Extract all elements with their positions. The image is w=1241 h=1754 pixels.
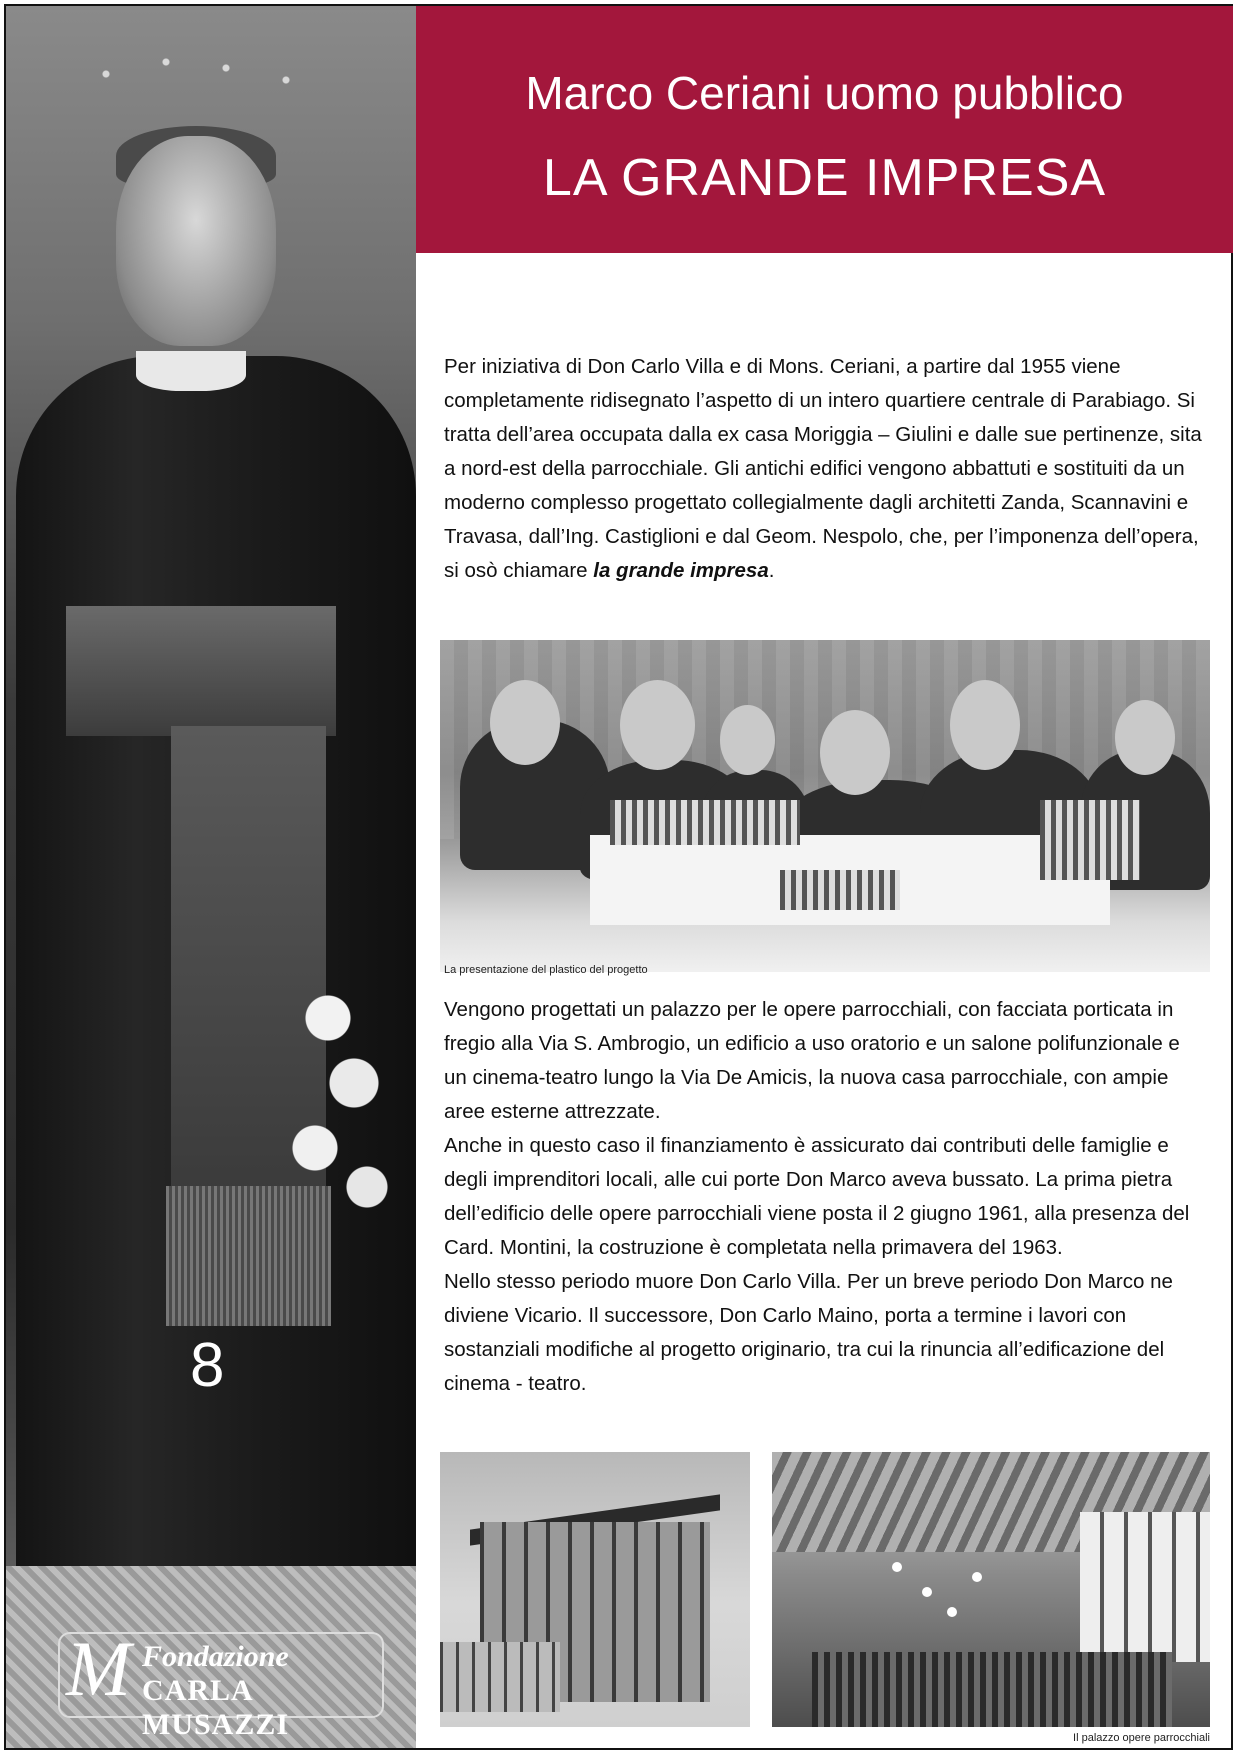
model-photo-caption: La presentazione del plastico del progetto <box>444 964 648 976</box>
hall-lamp <box>947 1607 957 1617</box>
page-number: 8 <box>190 1331 225 1400</box>
page-subtitle: Marco Ceriani uomo pubblico <box>525 67 1124 119</box>
hall-lamp <box>972 1572 982 1582</box>
flowers <box>276 966 406 1226</box>
hall-windows <box>1080 1512 1210 1662</box>
logo-line1: Fondazione <box>142 1640 289 1673</box>
foundation-logo <box>58 1625 384 1741</box>
portrait-photo <box>6 6 416 1748</box>
person-6-face <box>1115 700 1175 775</box>
collar <box>136 351 246 391</box>
model-building-tower <box>1040 800 1140 880</box>
person-1-face <box>490 680 560 765</box>
hall-lamp <box>892 1562 902 1572</box>
building-exterior-photo <box>440 1452 750 1727</box>
header-banner <box>416 6 1233 253</box>
building-photo-caption: Il palazzo opere parrocchiali <box>1073 1732 1210 1744</box>
person-5-face <box>950 680 1020 770</box>
page-title: LA GRANDE IMPRESA <box>542 149 1107 207</box>
hall-interior-photo <box>772 1452 1210 1727</box>
person-2-face <box>620 680 695 770</box>
logo-monogram: M <box>66 1625 131 1712</box>
body-paragraph-2: Anche in questo caso il finanziamento è assicurato dai contributi delle famiglie e degli imprenditori locali, alle cui porte Don Marco aveva bussato. La prima pietra dell’edificio delle opere parrocchiali viene posta il 2 giugno 1961, alla presenza del Card. Montini, la costruzione è completata nella primavera del 1963. <box>444 1134 1190 1259</box>
intro-text-before: Per iniziativa di Don Carlo Villa e di Mons. Ceriani, a partire dal 1955 viene completamente ridisegnato l’aspetto di un intero quartiere centrale di Parabiago. Si tratta dell’area occupata dalla ex casa Moriggia – Giulini e dalle sue pertinenze, sita a nord-est della parrocchiale. Gli antichi edifici vengono abbattuti e sostituiti da un moderno complesso progettato collegialmente dagli architetti Zanda, Scannavini e Travasa, dall’Ing. Castiglioni e dal Geom. Nespolo, che, per l’imponenza dell’opera, si osò chiamare <box>444 355 1202 582</box>
body-text <box>444 993 1206 1401</box>
sash <box>66 606 336 736</box>
body-paragraph-1: Vengono progettati un palazzo per le opere parrocchiali, con facciata porticata in fregio alla Via S. Ambrogio, un edificio a uso oratorio e un salone polifunzionale e un cinema-teatro lungo la Via De Amicis, la nuova casa parrocchiale, con ampie aree esterne attrezzate. <box>444 998 1180 1123</box>
model-building-low <box>780 870 900 910</box>
person-3-face <box>720 705 775 775</box>
intro-emphasis: la grande impresa <box>593 559 769 582</box>
hall-seating-rows <box>812 1652 1172 1727</box>
body-paragraph-3: Nello stesso periodo muore Don Carlo Villa. Per un breve periodo Don Marco ne diviene Vicario. Il successore, Don Carlo Maino, porta a termine i lavori con sostanziali modifiche al progetto originario, tra cui la rinuncia all’edificazione del cinema - teatro. <box>444 1270 1173 1395</box>
face <box>116 136 276 346</box>
building-portico <box>440 1642 560 1712</box>
logo-line2: CARLA MUSAZZI <box>142 1674 290 1741</box>
model-presentation-photo <box>440 640 1210 972</box>
person-4-face <box>820 710 890 795</box>
hall-lamp <box>922 1587 932 1597</box>
model-building-long <box>610 800 800 845</box>
intro-text <box>444 350 1206 588</box>
intro-paragraph <box>444 350 1206 588</box>
intro-text-after: . <box>768 559 775 582</box>
